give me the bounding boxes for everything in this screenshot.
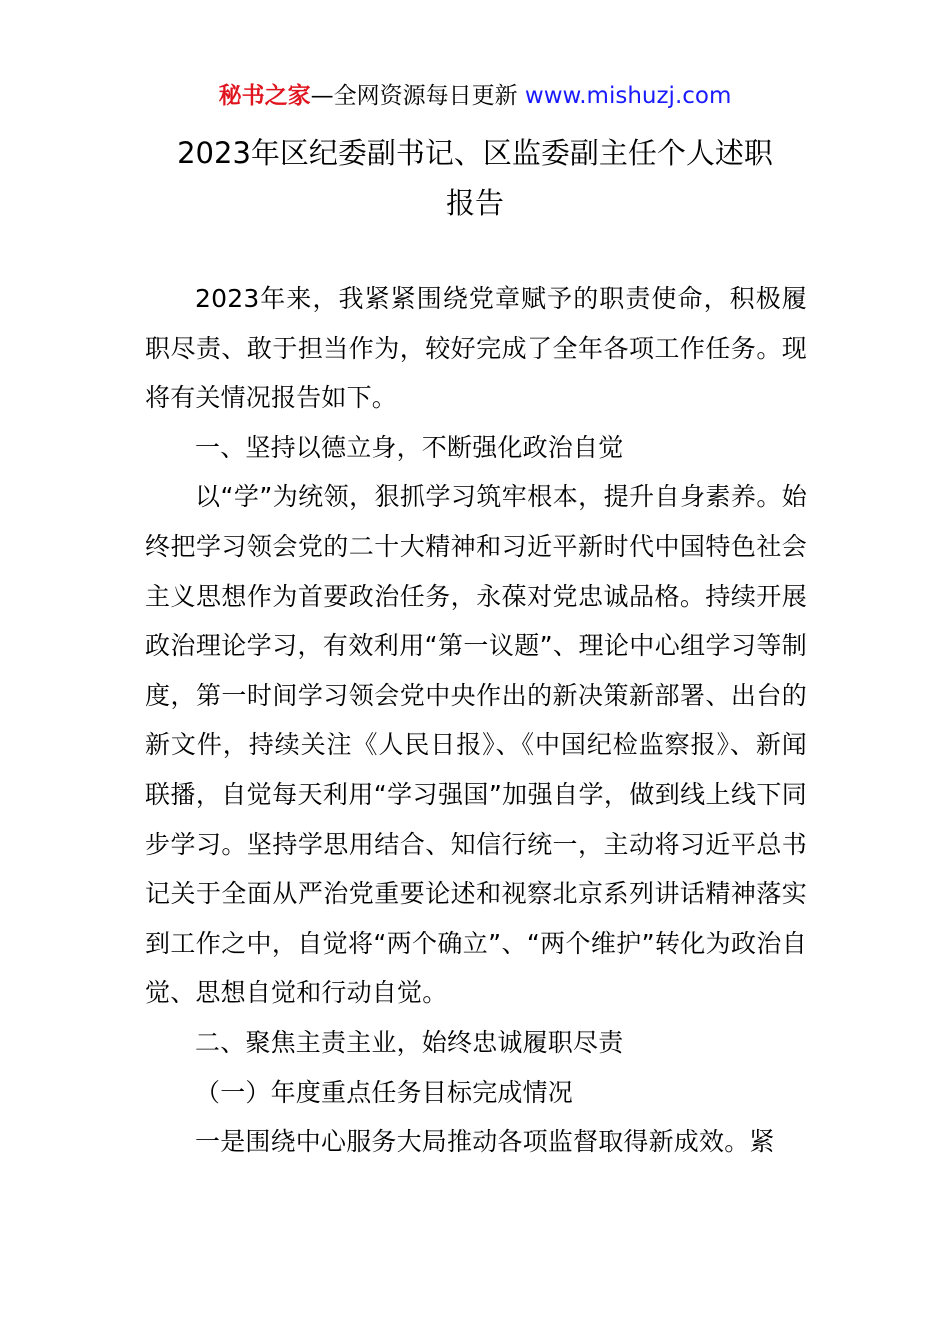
section-heading-2: 二、聚焦主责主业，始终忠诚履职尽责	[195, 1027, 624, 1057]
paragraph-supervision: 一是围绕中心服务大局推动各项监督取得新成效。紧	[195, 1127, 775, 1157]
brand-name: 秘书之家	[218, 83, 311, 109]
document-body	[145, 274, 807, 1167]
paragraph-study: 以“学”为统领，狠抓学习筑牢根本，提升自身素养。始终把学习领会党的二十大精神和习近平新时代中国特色社会主义思想作为首要政治任务，永葆对党忠诚品格。持续开展政治理论学习，有效利用“第一议题”、理论中心组学习等制度，第一时间学习领会党中央作出的新决策新部署、出台的新文件，持续关注《人民日报》、《中国纪检监察报》、新闻联播，自觉每天利用“学习强国”加强自学，做到线上线下同步学习。坚持学思用结合、知信行统一，主动将习近平总书记关于全面从严治党重要论述和视察北京系列讲话精神落实到工作之中，自觉将“两个确立”、“两个维护”转化为政治自觉、思想自觉和行动自觉。	[145, 482, 807, 1008]
site-url-link[interactable]: www.mishuzj.com	[524, 83, 732, 109]
document-title	[100, 128, 850, 228]
section-heading-1: 一、坚持以德立身，不断强化政治自觉	[195, 432, 624, 462]
subsection-heading-1: （一）年度重点任务目标完成情况	[195, 1077, 574, 1107]
title-line-1: 2023年区纪委副书记、区监委副主任个人述职	[177, 136, 773, 170]
paragraph-intro: 2023年来，我紧紧围绕党章赋予的职责使命，积极履职尽责、敢于担当作为，较好完成了全年各项工作任务。现将有关情况报告如下。	[145, 284, 807, 413]
title-line-2: 报告	[445, 186, 504, 220]
site-header	[0, 80, 950, 112]
header-slogan: —全网资源每日更新	[310, 83, 518, 109]
